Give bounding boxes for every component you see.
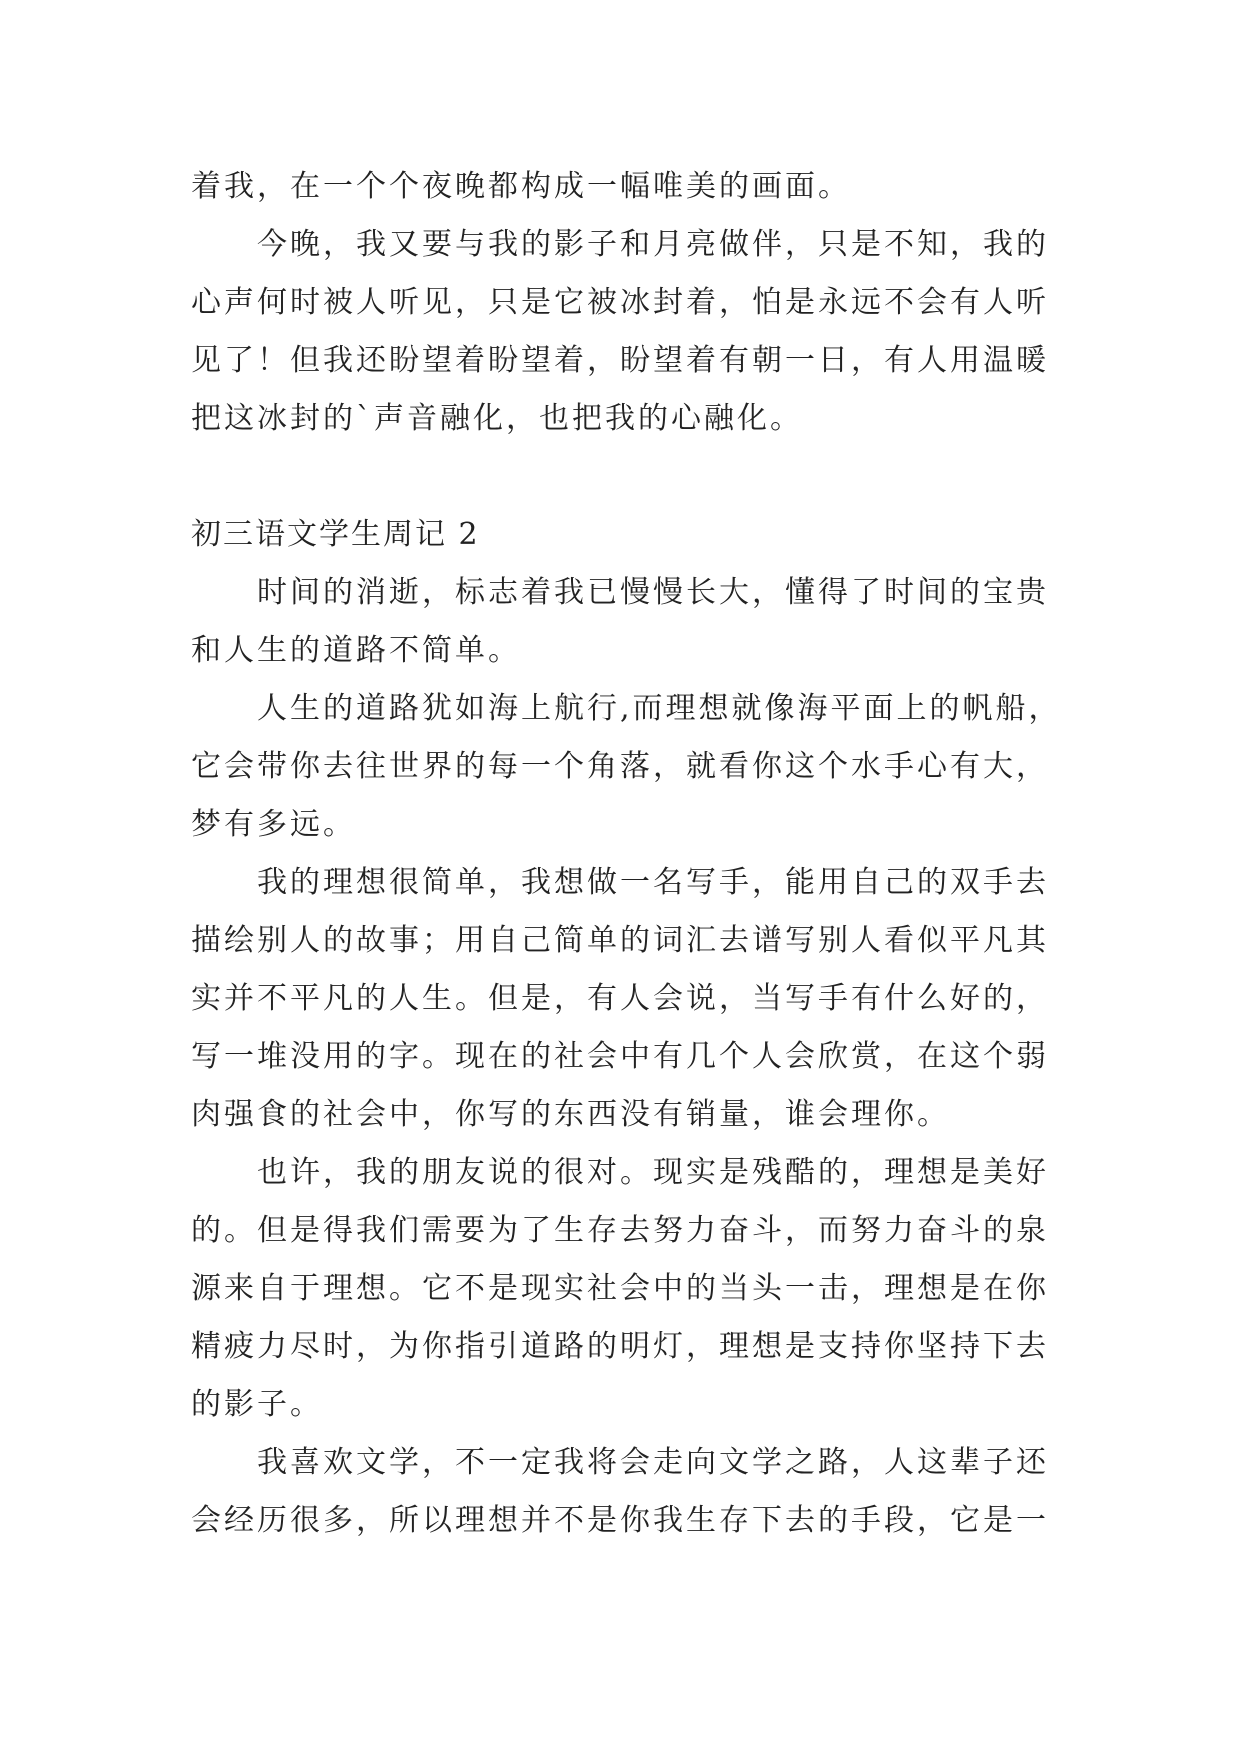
document-body [191, 158, 1061, 1550]
text-line: 它会带你去往世界的每一个角落，就看你这个水手心有大， [191, 749, 1049, 784]
text-line: 描绘别人的故事；用自己简单的词汇去谱写别人看似平凡其 [191, 923, 1049, 958]
text-line: 梦有多远。 [191, 807, 356, 842]
text-line: 源来自于理想。它不是现实社会中的当头一击，理想是在你 [191, 1271, 1049, 1306]
text-line: 实并不平凡的人生。但是，有人会说，当写手有什么好的， [191, 981, 1049, 1016]
paragraph-first-line: 今晚，我又要与我的影子和月亮做伴，只是不知，我的 [257, 227, 1049, 262]
text-line: 肉强食的社会中，你写的东西没有销量，谁会理你。 [191, 1097, 950, 1132]
text-line: 的影子。 [191, 1387, 323, 1422]
text-line: 会经历很多，所以理想并不是你我生存下去的手段，它是一 [191, 1503, 1049, 1538]
text-line: 精疲力尽时，为你指引道路的明灯，理想是支持你坚持下去 [191, 1329, 1049, 1364]
text-line: 见了！但我还盼望着盼望着，盼望着有朝一日，有人用温暖 [191, 343, 1049, 378]
section-spacer [191, 448, 1061, 506]
text-line: 心声何时被人听见，只是它被冰封着，怕是永远不会有人听 [191, 285, 1049, 320]
section-title: 初三语文学生周记 2 [191, 517, 480, 552]
text-line: 的。但是得我们需要为了生存去努力奋斗，而努力奋斗的泉 [191, 1213, 1049, 1248]
paragraph-first-line: 我喜欢文学，不一定我将会走向文学之路，人这辈子还 [257, 1445, 1049, 1480]
paragraph-first-line: 我的理想很简单，我想做一名写手，能用自己的双手去 [257, 865, 1049, 900]
text-line: 和人生的道路不简单。 [191, 633, 521, 668]
paragraph-first-line: 也许，我的朋友说的很对。现实是残酷的，理想是美好 [257, 1155, 1049, 1190]
text-line: 着我，在一个个夜晚都构成一幅唯美的画面。 [191, 169, 851, 204]
paragraph-first-line: 时间的消逝，标志着我已慢慢长大，懂得了时间的宝贵 [257, 575, 1049, 610]
text-line: 把这冰封的`声音融化，也把我的心融化。 [191, 401, 803, 436]
text-line: 写一堆没用的字。现在的社会中有几个人会欣赏，在这个弱 [191, 1039, 1049, 1074]
paragraph-first-line: 人生的道路犹如海上航行,而理想就像海平面上的帆船， [257, 691, 1062, 726]
